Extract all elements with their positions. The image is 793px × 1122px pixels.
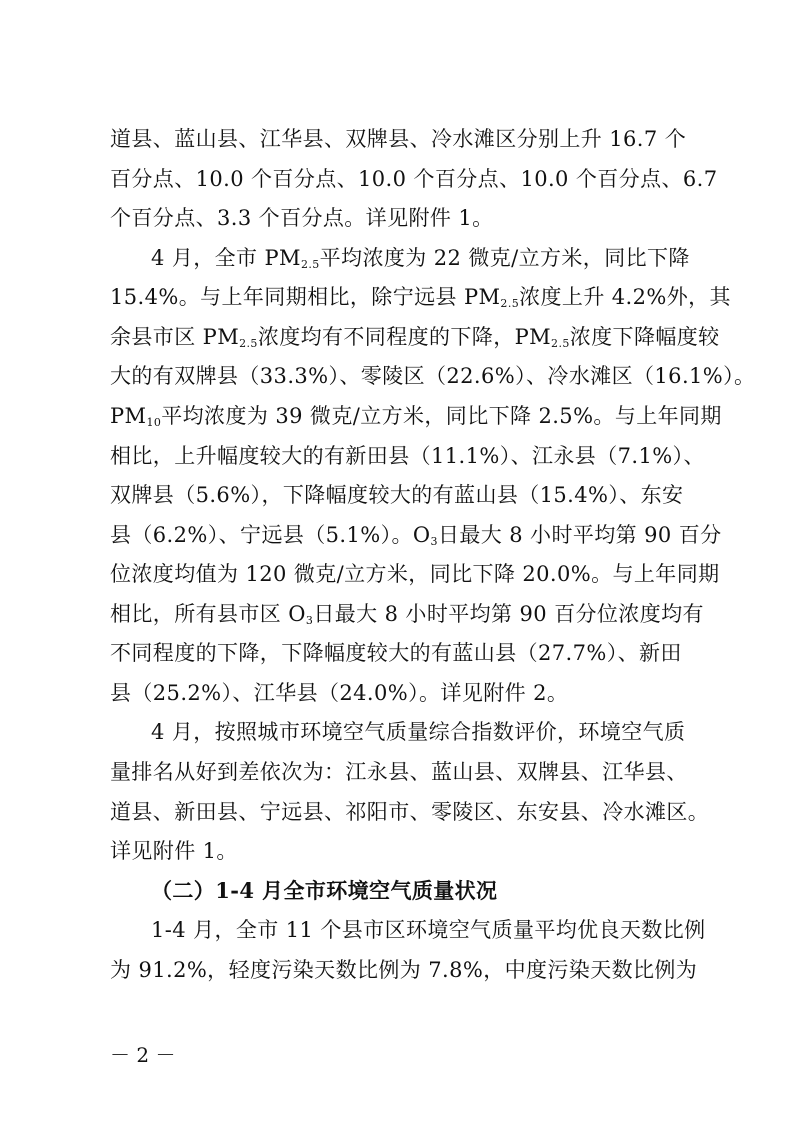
text-line: 道县、蓝山县、江华县、双牌县、冷水滩区分别上升 16.7 个 bbox=[110, 127, 687, 151]
text-line: 道县、新田县、宁远县、祁阳市、零陵区、东安县、冷水滩区。 bbox=[110, 800, 710, 824]
text-line: 县（6.2%）、宁远县（5.1%）。$O_3$日最大 8 小时平均第 90 百分 bbox=[110, 523, 722, 548]
text-line: 大的有双牌县（33.3%）、零陵区（22.6%）、冷水滩区（16.1%）。 bbox=[110, 364, 756, 388]
text-line: 4 月，全市 $PM_{2.5}$平均浓度为 22 微克/立方米，同比下降 bbox=[151, 246, 690, 271]
text-line: 15.4%。与上年同期相比，除宁远县 $PM_{2.5}$浓度上升 4.2%外，其 bbox=[110, 285, 731, 310]
text-line: 详见附件 1。 bbox=[110, 839, 238, 863]
text-line: 余县市区 $PM_{2.5}$浓度均有不同程度的下降，$PM_{2.5}$浓度下降幅度较 bbox=[110, 325, 720, 350]
text-line: 位浓度均值为 120 微克/立方米，同比下降 20.0%。与上年同期 bbox=[110, 562, 720, 586]
text-line: 不同程度的下降，下降幅度较大的有蓝山县（27.7%）、新田 bbox=[110, 641, 682, 665]
text-line: 量排名从好到差依次为：江永县、蓝山县、双牌县、江华县、 bbox=[110, 760, 688, 784]
text-line: 4 月，按照城市环境空气质量综合指数评价，环境空气质 bbox=[151, 720, 686, 744]
page-number: － 2 － bbox=[110, 1043, 176, 1067]
text-line: 百分点、10.0 个百分点、10.0 个百分点、10.0 个百分点、6.7 bbox=[110, 167, 718, 191]
text-line: 1-4 月，全市 11 个县市区环境空气质量平均优良天数比例 bbox=[151, 918, 706, 942]
text-line: 为 91.2%，轻度污染天数比例为 7.8%，中度污染天数比例为 bbox=[110, 958, 698, 982]
text-line: 县（25.2%）、江华县（24.0%）。详见附件 2。 bbox=[110, 681, 569, 705]
section-heading: （二）1-4 月全市环境空气质量状况 bbox=[151, 878, 498, 903]
text-line: $PM_{10}$平均浓度为 39 微克/立方米，同比下降 2.5%。与上年同期 bbox=[110, 404, 722, 429]
text-line: 双牌县（5.6%），下降幅度较大的有蓝山县（15.4%）、东安 bbox=[110, 483, 684, 507]
text-line: 相比，所有县市区 $O_3$日最大 8 小时平均第 90 百分位浓度均有 bbox=[110, 602, 704, 627]
text-line: 个百分点、3.3 个百分点。详见附件 1。 bbox=[110, 206, 494, 230]
text-line: 相比，上升幅度较大的有新田县（11.1%）、江永县（7.1%）、 bbox=[110, 444, 705, 468]
